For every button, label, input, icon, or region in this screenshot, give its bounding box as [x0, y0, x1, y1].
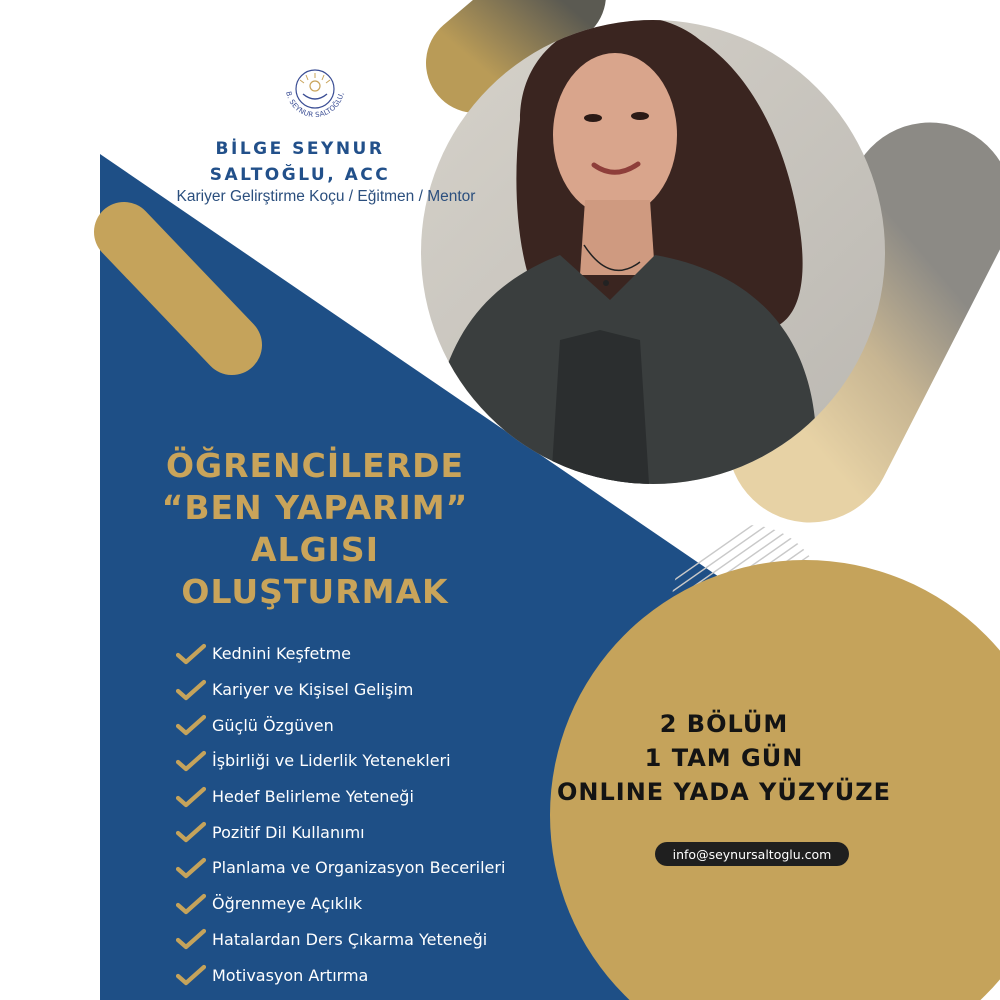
headline-line4: OLUŞTURMAK — [181, 572, 449, 611]
details-line2: 1 TAM GÜN — [644, 744, 804, 772]
checkmark-icon — [176, 893, 206, 915]
topic-label: Pozitif Dil Kullanımı — [212, 822, 365, 842]
checkmark-icon — [176, 821, 206, 843]
headline-line1: ÖĞRENCİLERDE — [165, 446, 465, 485]
topic-list — [176, 636, 505, 993]
headline-line3: ALGISI — [251, 530, 379, 569]
topic-list-item — [176, 779, 505, 815]
topic-label: Kednini Keşfetme — [212, 644, 352, 664]
email-badge[interactable]: info@seynursaltoglu.com — [655, 842, 849, 866]
brand-logo — [272, 64, 358, 134]
topic-label: İşbirliği ve Liderlik Yetenekleri — [212, 751, 451, 771]
topic-list-item — [176, 922, 505, 958]
checkmark-icon — [176, 928, 206, 950]
topic-list-item — [176, 636, 505, 672]
topic-list-item — [176, 814, 505, 850]
topic-label: Motivasyon Artırma — [212, 965, 369, 985]
topic-list-item — [176, 743, 505, 779]
headline-line2: “BEN YAPARIM” — [161, 488, 469, 527]
details-line3: ONLINE YADA YÜZYÜZE — [557, 778, 891, 806]
topic-list-item — [176, 957, 505, 993]
topic-label: Hedef Belirleme Yeteneği — [212, 787, 414, 807]
topic-label: Hatalardan Ders Çıkarma Yeteneği — [212, 929, 488, 949]
checkmark-icon — [176, 857, 206, 879]
checkmark-icon — [176, 714, 206, 736]
topic-list-item — [176, 850, 505, 886]
lotus-hands-icon — [272, 64, 358, 134]
coach-name-line1: BİLGE SEYNUR — [215, 139, 385, 159]
checkmark-icon — [176, 786, 206, 808]
topic-list-item — [176, 672, 505, 708]
topic-label: Öğrenmeye Açıklık — [212, 894, 363, 914]
topic-list-item — [176, 707, 505, 743]
topic-list-item — [176, 886, 505, 922]
coach-name-line2: SALTOĞLU, ACC — [209, 165, 391, 185]
checkmark-icon — [176, 750, 206, 772]
topic-label: Güçlü Özgüven — [212, 715, 334, 735]
checkmark-icon — [176, 679, 206, 701]
topic-label: Kariyer ve Kişisel Gelişim — [212, 680, 414, 700]
logo-ring-text: B. SEYNUR SALTOĞLU, — [284, 90, 346, 120]
svg-text:B. SEYNUR SALTOĞLU, ACC — [272, 64, 346, 119]
checkmark-icon — [176, 643, 206, 665]
coach-subtitle: Kariyer Gelirştirme Koçu / Eğitmen / Mentor — [176, 188, 476, 205]
details-line1: 2 BÖLÜM — [659, 710, 789, 738]
checkmark-icon — [176, 964, 206, 986]
topic-label: Planlama ve Organizasyon Becerileri — [212, 858, 506, 878]
